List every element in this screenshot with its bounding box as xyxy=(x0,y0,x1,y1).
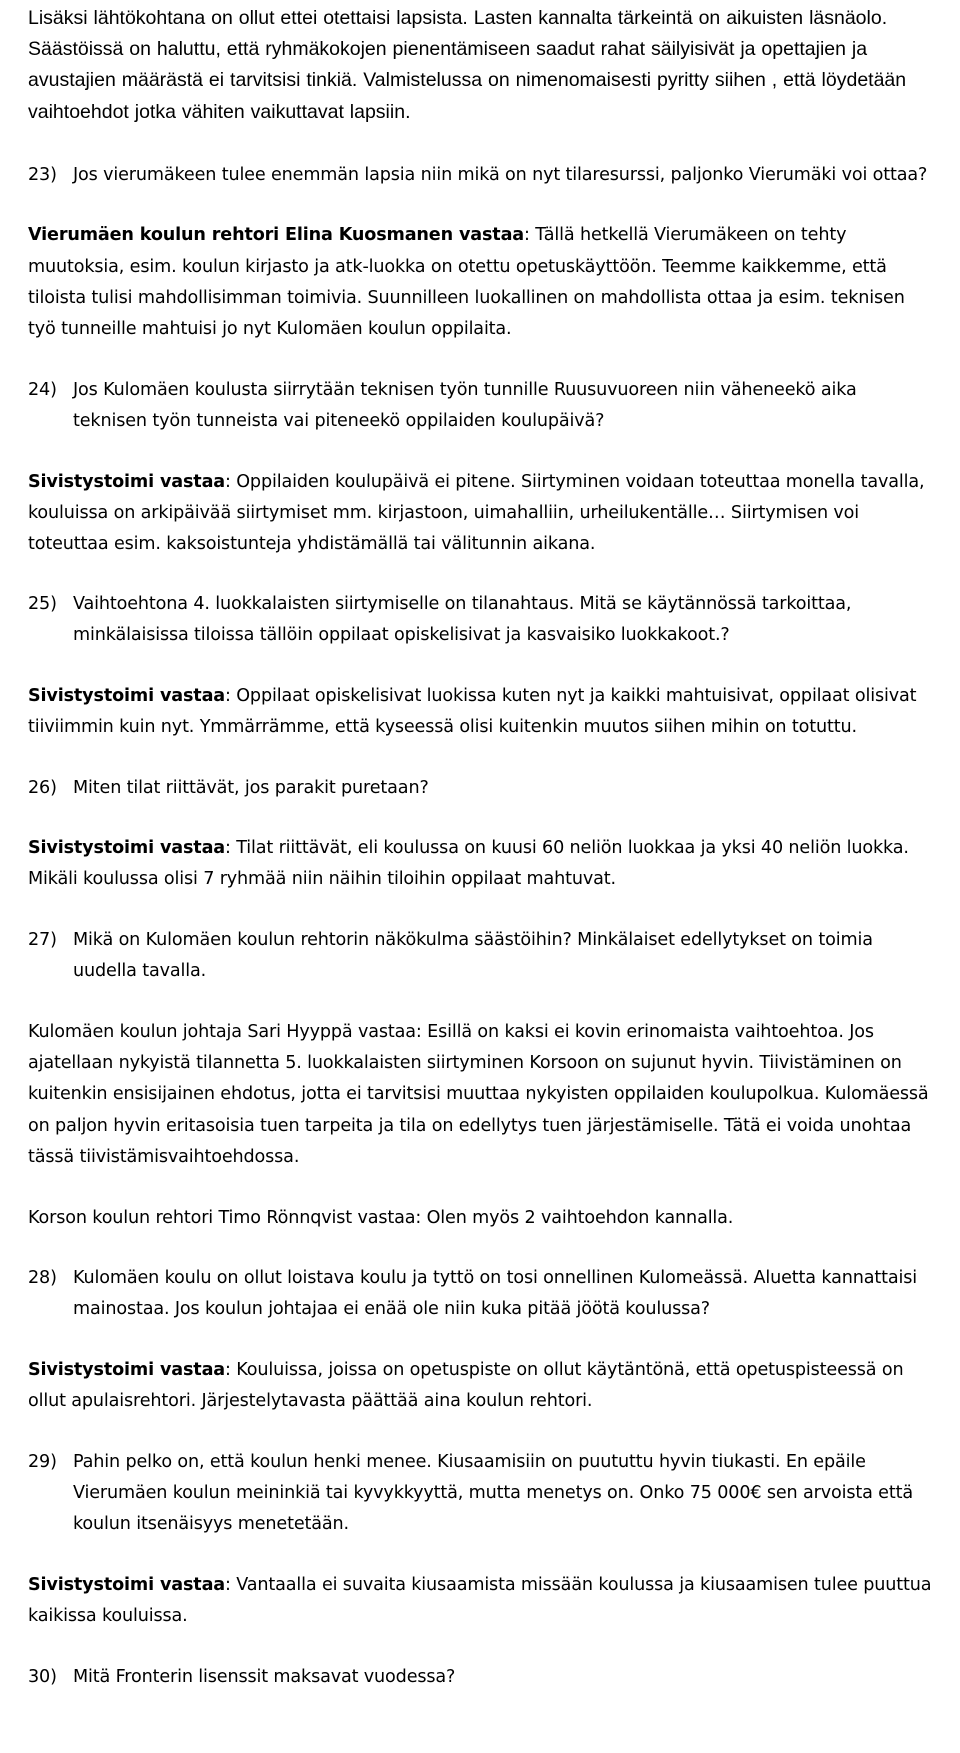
question-24 xyxy=(28,375,932,438)
answer-28 xyxy=(28,1355,932,1418)
question-26 xyxy=(28,773,932,804)
question-text: Mikä on Kulomäen koulun rehtorin näkökulma säästöihin? Minkälaiset edellytykset on toimia uudella tavalla. xyxy=(73,929,873,982)
question-23 xyxy=(28,160,932,191)
answer-text: : Tilat riittävät, eli koulussa on kuusi 60 neliön luokkaa ja yksi 40 neliön luokka. Mikäli koulussa olisi 7 ryhmää niin näihin tiloihin oppilaat mahtuvat. xyxy=(28,837,909,890)
answer-27-principal-korso xyxy=(28,1203,932,1234)
answer-29 xyxy=(28,1570,932,1633)
answer-speaker: Sivistystoimi vastaa xyxy=(28,685,226,706)
answer-speaker: Vierumäen koulun rehtori Elina Kuosmanen vastaa xyxy=(28,225,525,246)
answer-text: : Oppilaiden koulupäivä ei pitene. Siirtyminen voidaan toteuttaa monella tavalla, kouluissa on arkipäivää siirtymiset mm. kirjastoon, uimahalliin, urheilukentälle… Siirtymisen voi toteuttaa esim. kaksoistunteja yhdistämällä tai välitunnin aikana. xyxy=(28,471,925,555)
question-text: Miten tilat riittävät, jos parakit puretaan? xyxy=(73,777,429,798)
answer-25 xyxy=(28,681,932,744)
question-text: Mitä Fronterin lisenssit maksavat vuodessa? xyxy=(73,1666,456,1687)
question-25 xyxy=(28,589,932,652)
intro-paragraph: Lisäksi lähtökohtana on ollut ettei otettaisi lapsista. Lasten kannalta tärkeintä on aikuisten läsnäolo. Säästöissä on haluttu, että ryhmäkokojen pienentämiseen saadut rahat säilyisivät ja opettajien ja avustajien määrästä ei tarvitsisi tinkiä. Valmistelussa on nimenomaisesti pyritty siihen , että löydetään vaihtoehdot jotka vähiten vaikuttavat lapsiin. xyxy=(28,7,907,123)
question-number: 30) xyxy=(28,1666,57,1687)
question-text: Kulomäen koulu on ollut loistava koulu ja tyttö on tosi onnellinen Kulomeässä. Aluetta kannattaisi mainostaa. Jos koulun johtajaa ei enää ole niin kuka pitää jöötä koulussa? xyxy=(73,1267,917,1320)
question-29 xyxy=(28,1447,932,1541)
answer-text: : Vantaalla ei suvaita kiusaamista missään koulussa ja kiusaamisen tulee puuttua kaikissa kouluissa. xyxy=(28,1574,932,1627)
answer-23 xyxy=(28,220,932,346)
answer-speaker: Sivistystoimi vastaa xyxy=(28,471,226,492)
answer-text: : Kouluissa, joissa on opetuspiste on ollut käytäntönä, että opetuspisteessä on ollut apulaisrehtori. Järjestelytavasta päättää aina koulun rehtori. xyxy=(28,1359,904,1412)
question-text: Vaihtoehtona 4. luokkalaisten siirtymiselle on tilanahtaus. Mitä se käytännössä tarkoittaa, minkälaisissa tiloissa tällöin oppilaat opiskelisivat ja kasvaisiko luokkakoot.? xyxy=(73,593,852,646)
answer-24 xyxy=(28,467,932,561)
question-28 xyxy=(28,1263,932,1326)
answer-text: : Oppilaat opiskelisivat luokissa kuten nyt ja kaikki mahtuisivat, oppilaat olisivat tiiviimmin kuin nyt. Ymmärrämme, että kyseessä olisi kuitenkin muutos siihen mihin on totuttu. xyxy=(28,685,917,738)
question-number: 24) xyxy=(28,379,57,400)
answer-speaker: Sivistystoimi vastaa xyxy=(28,1359,226,1380)
question-text: Jos Kulomäen koulusta siirrytään teknisen työn tunnille Ruusuvuoreen niin väheneekö aika teknisen työn tunneista vai piteneekö oppilaiden koulupäivä? xyxy=(73,379,857,432)
question-30 xyxy=(28,1662,932,1693)
question-number: 29) xyxy=(28,1451,57,1472)
answer-text: : Tällä hetkellä Vierumäkeen on tehty muutoksia, esim. koulun kirjasto ja atk-luokka on otettu opetuskäyttöön. Teemme kaikkemme, että tiloista tulisi mahdollisimman toimivia. Suunnilleen luokallinen on mahdollista ottaa ja esim. teknisen työ tunneille mahtuisi jo nyt Kulomäen koulun oppilaita. xyxy=(28,225,905,340)
answer-27-principal-kulomaki xyxy=(28,1017,932,1174)
question-number: 27) xyxy=(28,929,57,950)
qa-list xyxy=(28,128,932,1693)
question-number: 26) xyxy=(28,777,57,798)
question-text: Jos vierumäkeen tulee enemmän lapsia niin mikä on nyt tilaresurssi, paljonko Vierumäki voi ottaa? xyxy=(73,164,928,185)
question-number: 23) xyxy=(28,164,57,185)
answer-text: Kulomäen koulun johtaja Sari Hyyppä vastaa: Esillä on kaksi ei kovin erinomaista vaihtoehtoa. Jos ajatellaan nykyistä tilannetta 5. luokkalaisten siirtyminen Korsoon on sujunut hyvin. Tiivistäminen on kuitenkin ensisijainen ehdotus, jotta ei tarvitsisi muuttaa nykyisten oppilaiden koulupolkua. Kulomäessä on paljon hyvin eritasoisia tuen tarpeita ja tila on edellytys tuen järjestämiselle. Tätä ei voida unohtaa tässä tiivistämisvaihtoehdossa. xyxy=(28,1021,929,1168)
question-number: 28) xyxy=(28,1267,57,1288)
question-text: Pahin pelko on, että koulun henki menee. Kiusaamisiin on puututtu hyvin tiukasti. En epäile Vierumäen koulun meininkiä tai kyvykkyyttä, mutta menetys on. Onko 75 000€ sen arvoista että koulun itsenäisyys menetetään. xyxy=(73,1451,913,1535)
answer-speaker: Sivistystoimi vastaa xyxy=(28,1574,226,1595)
question-27 xyxy=(28,925,932,988)
question-number: 25) xyxy=(28,593,57,614)
answer-26 xyxy=(28,833,932,896)
answer-text: Korson koulun rehtori Timo Rönnqvist vastaa: Olen myös 2 vaihtoehdon kannalla. xyxy=(28,1207,734,1228)
answer-speaker: Sivistystoimi vastaa xyxy=(28,837,226,858)
